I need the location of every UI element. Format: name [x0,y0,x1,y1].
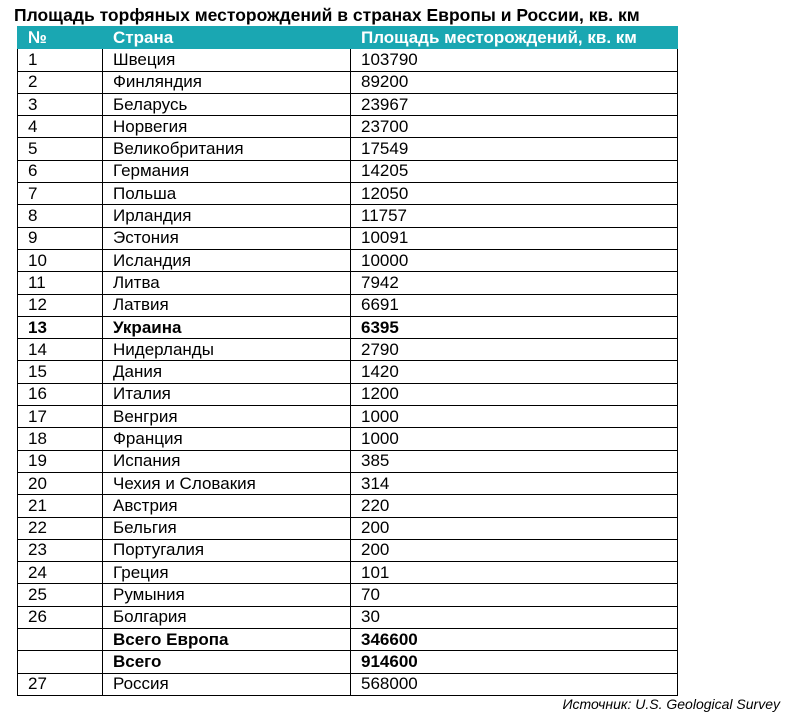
cell-area: 10091 [351,227,678,249]
table-row [18,160,678,182]
cell-number: 11 [18,272,103,294]
table-row [18,71,678,93]
cell-country: Венгрия [103,406,351,428]
cell-number: 4 [18,116,103,138]
cell-country: Румыния [103,584,351,606]
cell-area: 89200 [351,71,678,93]
table-row [18,249,678,271]
cell-number: 14 [18,339,103,361]
cell-country: Бельгия [103,517,351,539]
cell-country: Финляндия [103,71,351,93]
cell-country: Беларусь [103,93,351,115]
table-row [18,495,678,517]
cell-area: 2790 [351,339,678,361]
cell-country: Чехия и Словакия [103,472,351,494]
table-row [18,539,678,561]
cell-country: Австрия [103,495,351,517]
cell-number: 25 [18,584,103,606]
cell-country: Исландия [103,249,351,271]
cell-area: 220 [351,495,678,517]
cell-area: 1000 [351,428,678,450]
table-row [18,450,678,472]
page-title: Площадь торфяных месторождений в странах Европы и России, кв. км [14,5,640,25]
cell-area: 23700 [351,116,678,138]
cell-area: 346600 [351,629,678,651]
cell-number: 23 [18,539,103,561]
table-row [18,517,678,539]
cell-number: 27 [18,673,103,695]
header-country: Страна [103,27,351,49]
table-row [18,116,678,138]
cell-number: 8 [18,205,103,227]
table-row [18,294,678,316]
cell-area: 30 [351,606,678,628]
cell-country: Великобритания [103,138,351,160]
table-row [18,673,678,695]
cell-area: 200 [351,517,678,539]
cell-country: Греция [103,562,351,584]
cell-area: 1200 [351,383,678,405]
cell-number: 5 [18,138,103,160]
cell-area: 1420 [351,361,678,383]
cell-number: 9 [18,227,103,249]
cell-country: Италия [103,383,351,405]
table-row [18,227,678,249]
cell-country: Украина [103,316,351,338]
cell-number: 6 [18,160,103,182]
cell-number: 21 [18,495,103,517]
cell-area: 7942 [351,272,678,294]
cell-number: 2 [18,71,103,93]
cell-number: 19 [18,450,103,472]
peat-area-table [17,26,678,696]
table-row [18,272,678,294]
cell-number [18,651,103,673]
cell-area: 10000 [351,249,678,271]
table-row [18,428,678,450]
cell-number: 20 [18,472,103,494]
cell-area: 6395 [351,316,678,338]
table-row [18,138,678,160]
cell-country: Россия [103,673,351,695]
cell-area: 11757 [351,205,678,227]
cell-country: Литва [103,272,351,294]
cell-area: 914600 [351,651,678,673]
cell-country: Всего [103,651,351,673]
cell-area: 101 [351,562,678,584]
header-area: Площадь месторождений, кв. км [351,27,678,49]
cell-area: 568000 [351,673,678,695]
cell-country: Эстония [103,227,351,249]
table-row [18,316,678,338]
table-row [18,49,678,71]
cell-number: 15 [18,361,103,383]
cell-number: 22 [18,517,103,539]
source-note: Источник: U.S. Geological Survey [562,696,780,712]
cell-number: 16 [18,383,103,405]
table-row [18,339,678,361]
cell-country: Нидерланды [103,339,351,361]
cell-number: 13 [18,316,103,338]
cell-country: Испания [103,450,351,472]
table-row [18,562,678,584]
table-row [18,406,678,428]
table-row [18,629,678,651]
table-row [18,383,678,405]
cell-country: Латвия [103,294,351,316]
cell-country: Германия [103,160,351,182]
cell-country: Франция [103,428,351,450]
table-header-row [18,27,678,49]
cell-country: Португалия [103,539,351,561]
cell-country: Дания [103,361,351,383]
cell-country: Польша [103,183,351,205]
cell-number: 3 [18,93,103,115]
cell-area: 14205 [351,160,678,182]
cell-area: 200 [351,539,678,561]
cell-area: 17549 [351,138,678,160]
cell-number: 24 [18,562,103,584]
table-row [18,361,678,383]
cell-area: 70 [351,584,678,606]
cell-area: 385 [351,450,678,472]
cell-number: 1 [18,49,103,71]
table-row [18,93,678,115]
cell-number: 26 [18,606,103,628]
cell-number: 12 [18,294,103,316]
cell-area: 6691 [351,294,678,316]
table-row [18,205,678,227]
cell-area: 12050 [351,183,678,205]
table-row [18,183,678,205]
header-number: № [18,27,103,49]
cell-country: Норвегия [103,116,351,138]
cell-area: 1000 [351,406,678,428]
cell-country: Всего Европа [103,629,351,651]
cell-country: Ирландия [103,205,351,227]
cell-area: 103790 [351,49,678,71]
cell-number: 18 [18,428,103,450]
cell-number: 7 [18,183,103,205]
cell-number [18,629,103,651]
table-row [18,606,678,628]
cell-area: 314 [351,472,678,494]
table-row [18,472,678,494]
cell-number: 10 [18,249,103,271]
cell-area: 23967 [351,93,678,115]
cell-country: Швеция [103,49,351,71]
table-row [18,651,678,673]
cell-number: 17 [18,406,103,428]
table-row [18,584,678,606]
cell-country: Болгария [103,606,351,628]
